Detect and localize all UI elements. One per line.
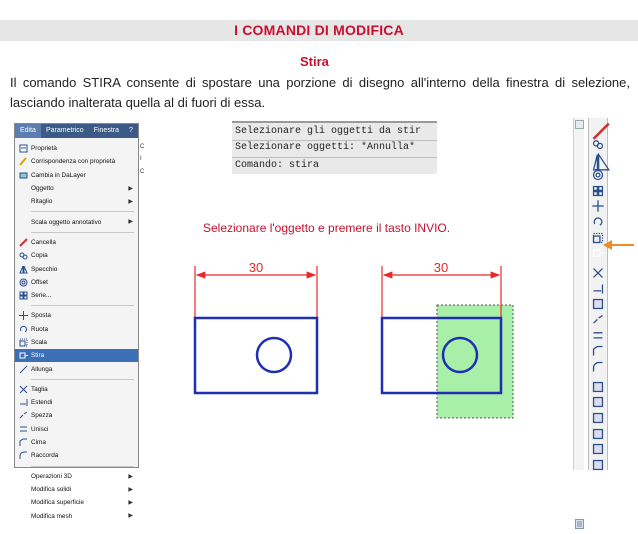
submenu-arrow-icon: ▶ xyxy=(128,500,133,507)
menubar-item[interactable]: ? xyxy=(129,127,133,134)
menu-item-label: Operazioni 3D xyxy=(31,472,72,480)
draworder-back-icon[interactable] xyxy=(591,395,607,410)
join-icon[interactable] xyxy=(591,329,607,344)
menu-background-fragment: C I C xyxy=(140,144,145,175)
draworder-below-icon[interactable] xyxy=(591,427,607,442)
left-dimension-value: 30 xyxy=(248,260,264,275)
menu-item-modifica-solidi[interactable] xyxy=(15,483,138,496)
command-line-1: Selezionare gli oggetti da stir xyxy=(235,126,422,137)
draworder-above-icon[interactable] xyxy=(591,411,607,426)
draworder-front-icon[interactable] xyxy=(591,380,607,395)
menu-item-label: Sposta xyxy=(31,312,51,320)
copy-icon[interactable] xyxy=(591,137,607,152)
menu-item-label: Corrispondenza con proprietà xyxy=(31,158,116,166)
menu-item-label: Modifica solidi xyxy=(31,485,72,493)
menubar-item[interactable]: Edita xyxy=(15,124,41,138)
submenu-arrow-icon: ▶ xyxy=(128,486,133,493)
menu-item-label: Proprietà xyxy=(31,145,57,153)
vertical-scrollbar[interactable] xyxy=(573,118,584,470)
draworder-text-icon[interactable] xyxy=(591,442,607,457)
slide-title: I COMANDI DI MODIFICA xyxy=(234,22,404,38)
extend-icon[interactable] xyxy=(591,282,607,297)
modify-toolbar xyxy=(588,118,608,470)
menu-item-label: Allunga xyxy=(31,365,53,373)
erase-icon[interactable] xyxy=(591,121,607,136)
submenu-arrow-icon: ▶ xyxy=(128,199,133,206)
menu-item-label: Specchio xyxy=(31,265,58,273)
submenu-arrow-icon: ▶ xyxy=(128,185,133,192)
menu-item-label: Stira xyxy=(31,352,45,360)
menu-item-label: Cancella xyxy=(31,238,56,246)
menu-item-label: Ritaglio xyxy=(31,198,53,206)
menu-item-label: Ruota xyxy=(31,325,49,333)
rotate-icon[interactable] xyxy=(591,215,607,230)
menu-item-modifica-mesh[interactable] xyxy=(15,509,138,522)
submenu-arrow-icon: ▶ xyxy=(128,513,133,520)
menu-item-label: Serie... xyxy=(31,292,52,300)
menu-item-label: Taglia xyxy=(31,385,48,393)
menu-item-label: Copia xyxy=(31,252,48,260)
original-figure xyxy=(195,260,317,393)
menu-item-label: Estendi xyxy=(31,399,53,407)
menu-item-label: Spezza xyxy=(31,412,53,420)
menu-item-label: Modifica superficie xyxy=(31,499,84,507)
left-circle xyxy=(257,338,291,372)
menu-item-label: Cima xyxy=(31,439,46,447)
menu-item-label: Oggetto xyxy=(31,185,54,193)
menu-item-label: Offset xyxy=(31,278,48,286)
menubar-item[interactable]: Finestra xyxy=(93,127,119,134)
offset-icon[interactable] xyxy=(591,168,607,183)
command-prompt[interactable]: Comando: stira xyxy=(235,160,320,171)
draworder-hatch-icon[interactable] xyxy=(591,458,607,473)
orange-arrow-icon xyxy=(603,238,635,252)
chamfer-icon[interactable] xyxy=(591,344,607,359)
trim-icon[interactable] xyxy=(591,266,607,281)
instruction-text: Selezionare l'oggetto e premere il tasto INVIO. xyxy=(203,221,451,235)
menu-item-label: Raccorda xyxy=(31,452,59,460)
mirror-icon[interactable] xyxy=(591,152,607,167)
break-icon[interactable] xyxy=(591,313,607,328)
menu-item-modifica-superficie[interactable] xyxy=(15,496,138,509)
menubar-item[interactable]: Parametrico xyxy=(45,127,84,134)
scroll-thumb[interactable] xyxy=(575,516,584,526)
menu-item-label: Scala oggetto annotativo xyxy=(31,218,102,226)
slide-subtitle: Stira xyxy=(300,54,329,69)
fillet-icon[interactable] xyxy=(591,360,607,375)
command-description: Il comando STIRA consente di spostare una porzione di disegno all'interno della finestra di selezione, lasciando inalterata quella al di fuori di essa. xyxy=(10,75,630,110)
menu-item-label: Modifica mesh xyxy=(31,512,73,520)
right-dimension-value: 30 xyxy=(433,260,449,275)
menu-item-label: Scala xyxy=(31,339,47,346)
command-line-2: Selezionare oggetti: *Annulla* xyxy=(235,142,416,153)
menu-item-label: Cambia in DaLayer xyxy=(31,171,86,179)
submenu-arrow-icon: ▶ xyxy=(128,473,133,480)
array-icon[interactable] xyxy=(591,184,607,199)
move-icon[interactable] xyxy=(591,199,607,214)
submenu-arrow-icon: ▶ xyxy=(128,219,133,226)
scroll-up-button[interactable] xyxy=(575,120,584,129)
stretched-figure xyxy=(382,260,513,418)
break-at-point-icon[interactable] xyxy=(591,297,607,312)
menu-item-label: Unisci xyxy=(31,425,49,433)
